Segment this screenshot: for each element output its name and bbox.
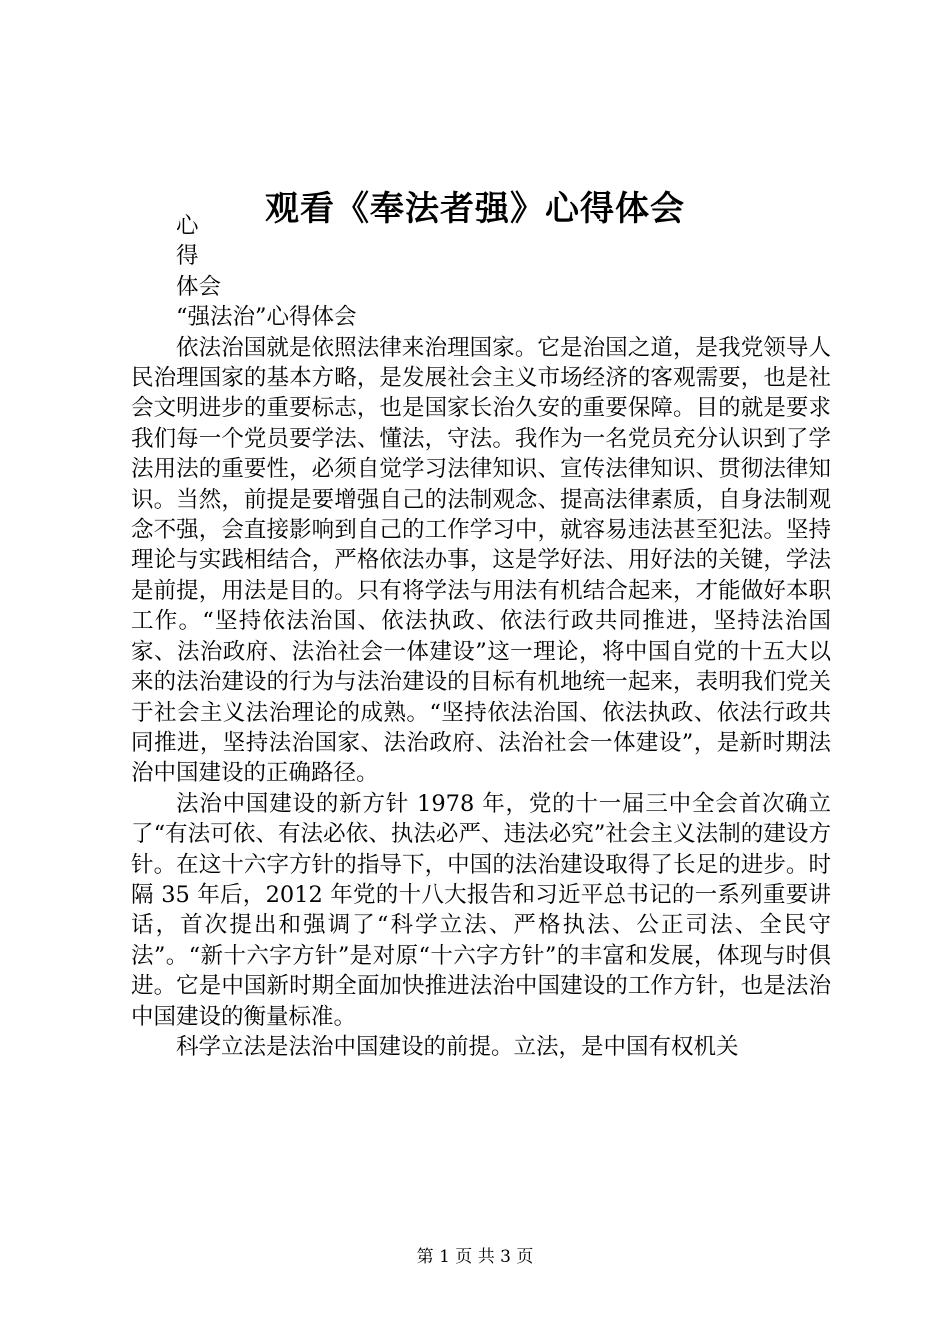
- paragraph-new-policy: 法治中国建设的新方针 1978 年，党的十一届三中全会首次确立了“有法可依、有法必依、执法必严、违法必究”社会主义法制的建设方针。在这十六字方针的指导下，中国的法治建设取得了长足的进步。时隔 35 年后，2012 年党的十八大报告和习近平总书记的一系列重要讲话，首次提出和强调了“科学立法、严格执法、公正司法、全民守法”。“新十六字方针”是对原“十六字方针”的丰富和发展，体现与时俱进。它是中国新时期全面加快推进法治中国建设的工作方针，也是法治中国建设的衡量标准。: [131, 790, 831, 1030]
- document-title: 观看《奉法者强》心得体会: [265, 189, 685, 229]
- paragraph-subtitle: “强法治”心得体会: [176, 304, 357, 331]
- paragraph-heading-char-1: 心: [176, 213, 199, 239]
- paragraph-heading-char-3: 体会: [176, 273, 222, 300]
- paragraph-heading-char-2: 得: [176, 243, 199, 270]
- paragraph-scientific-legislation: 科学立法是法治中国建设的前提。立法，是中国有权机关: [176, 1033, 739, 1060]
- document-body: [131, 211, 831, 1062]
- paragraph-rule-of-law: 依法治国就是依照法律来治理国家。它是治国之道，是我党领导人民治理国家的基本方略，是发展社会主义市场经济的客观需要，也是社会文明进步的重要标志，也是国家长治久安的重要保障。目的就是要求我们每一个党员要学法、懂法，守法。我作为一名党员充分认识到了学法用法的重要性，必须自觉学习法律知识、宣传法律知识、贯彻法律知识。当然，前提是要增强自己的法制观念、提高法律素质，自身法制观念不强，会直接影响到自己的工作学习中，就容易违法甚至犯法。坚持理论与实践相结合，严格依法办事，这是学好法、用好法的关键，学法是前提，用法是目的。只有将学法与用法有机结合起来，才能做好本职工作。“坚持依法治国、依法执政、依法行政共同推进，坚持法治国家、法治政府、法治社会一体建设”这一理论，将中国自党的十五大以来的法治建设的行为与法治建设的目标有机地统一起来，表明我们党关于社会主义法治理论的成熟。“坚持依法治国、依法执政、依法行政共同推进，坚持法治国家、法治政府、法治社会一体建设”，是新时期法治中国建设的正确路径。: [131, 334, 831, 787]
- page-footer: 第 1 页 共 3 页: [416, 1247, 534, 1267]
